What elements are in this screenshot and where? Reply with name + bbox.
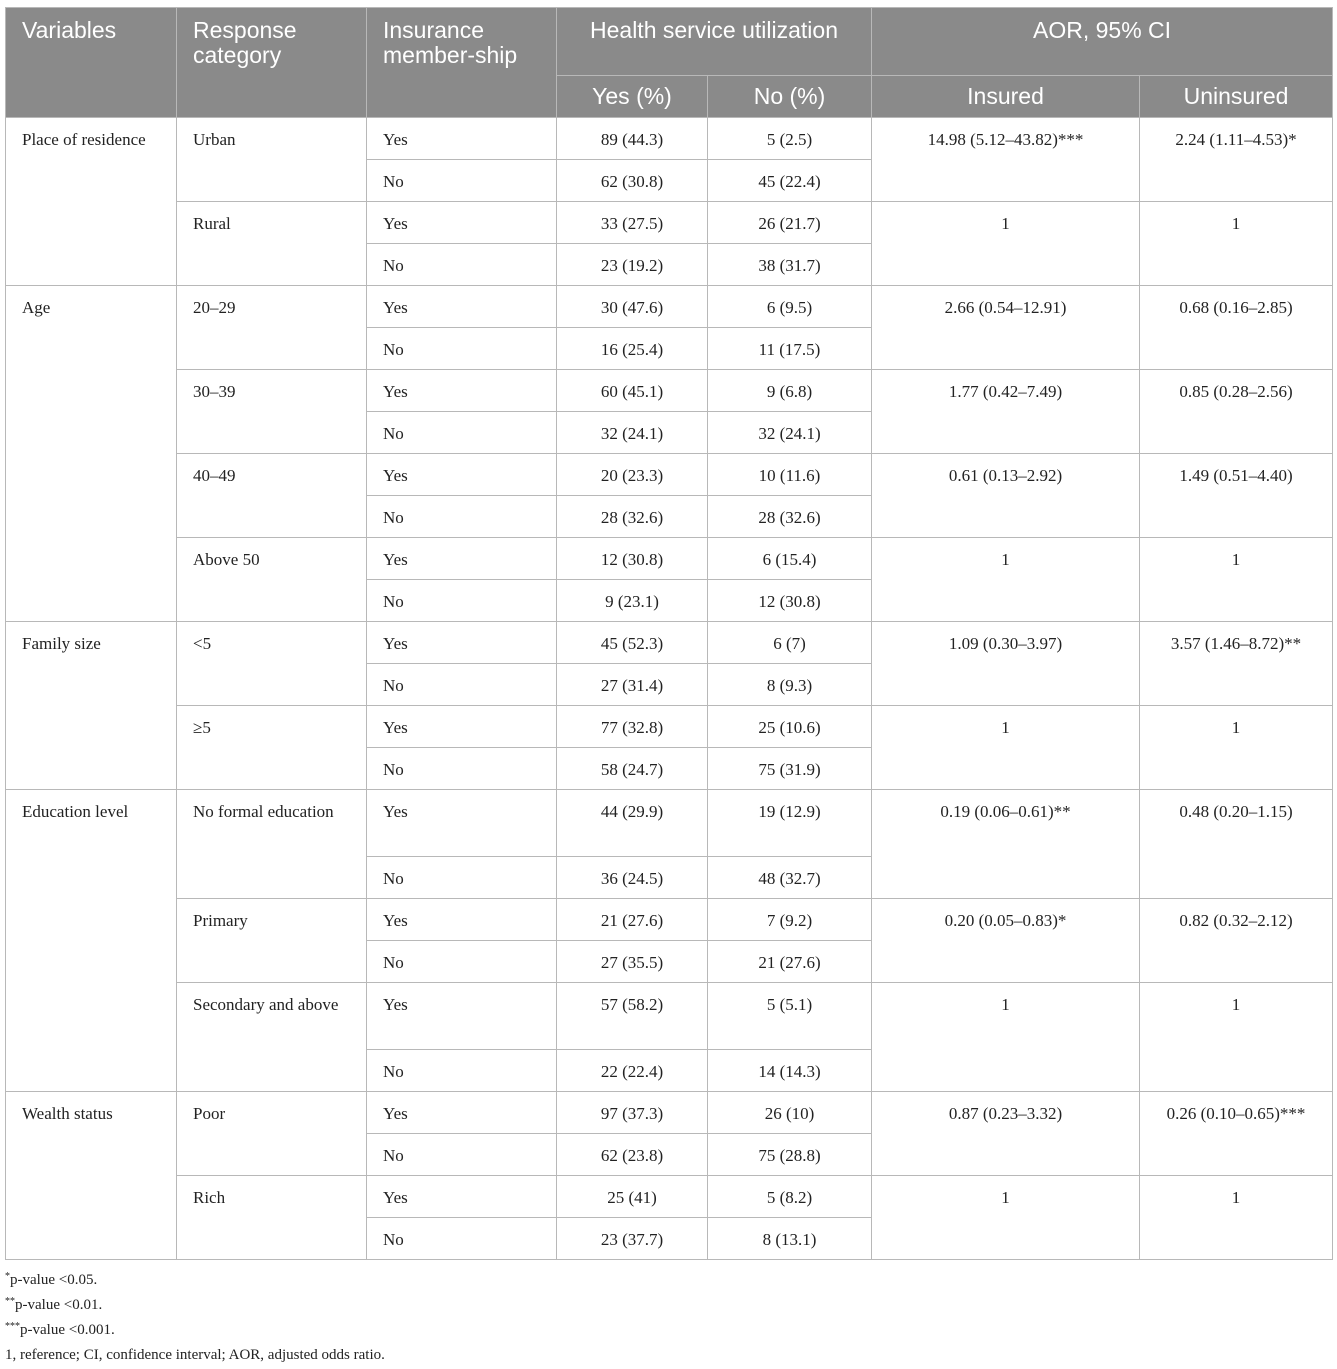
table-row <box>6 202 1333 244</box>
aor-uninsured-cell: 1 <box>1140 1176 1333 1260</box>
table-row <box>6 1092 1333 1134</box>
footnote <box>5 1293 385 1318</box>
membership-cell: Yes <box>367 538 557 580</box>
table-row <box>6 706 1333 748</box>
utilization-no-cell: 11 (17.5) <box>708 328 872 370</box>
footnote <box>5 1268 385 1293</box>
utilization-yes-cell: 22 (22.4) <box>557 1050 708 1092</box>
aor-uninsured-cell: 1 <box>1140 983 1333 1092</box>
table-row <box>6 118 1333 160</box>
utilization-no-cell: 19 (12.9) <box>708 790 872 857</box>
footnote <box>5 1343 385 1368</box>
variable-cell: Family size <box>6 622 177 790</box>
utilization-yes-cell: 33 (27.5) <box>557 202 708 244</box>
utilization-yes-cell: 44 (29.9) <box>557 790 708 857</box>
utilization-no-cell: 6 (7) <box>708 622 872 664</box>
utilization-yes-cell: 27 (35.5) <box>557 941 708 983</box>
header-uninsured: Uninsured <box>1140 76 1333 118</box>
utilization-no-cell: 10 (11.6) <box>708 454 872 496</box>
header-insurance-membership: Insurance member-ship <box>367 8 557 118</box>
table-body <box>6 118 1333 1260</box>
utilization-yes-cell: 27 (31.4) <box>557 664 708 706</box>
utilization-yes-cell: 20 (23.3) <box>557 454 708 496</box>
aor-uninsured-cell: 3.57 (1.46–8.72)** <box>1140 622 1333 706</box>
utilization-no-cell: 21 (27.6) <box>708 941 872 983</box>
membership-cell: Yes <box>367 1176 557 1218</box>
header-variables: Variables <box>6 8 177 118</box>
response-category-cell: Primary <box>177 899 367 983</box>
utilization-yes-cell: 89 (44.3) <box>557 118 708 160</box>
aor-insured-cell: 1 <box>872 983 1140 1092</box>
variable-cell: Place of residence <box>6 118 177 286</box>
utilization-yes-cell: 9 (23.1) <box>557 580 708 622</box>
utilization-yes-cell: 32 (24.1) <box>557 412 708 454</box>
variable-cell: Wealth status <box>6 1092 177 1260</box>
membership-cell: No <box>367 244 557 286</box>
utilization-yes-cell: 77 (32.8) <box>557 706 708 748</box>
utilization-no-cell: 38 (31.7) <box>708 244 872 286</box>
table-row <box>6 899 1333 941</box>
membership-cell: No <box>367 857 557 899</box>
footnote-text: 1, reference; CI, confidence interval; AOR, adjusted odds ratio. <box>5 1347 385 1363</box>
header-response-category: Response category <box>177 8 367 118</box>
membership-cell: No <box>367 1218 557 1260</box>
header-insured: Insured <box>872 76 1140 118</box>
membership-cell: No <box>367 160 557 202</box>
aor-uninsured-cell: 1 <box>1140 538 1333 622</box>
membership-cell: Yes <box>367 622 557 664</box>
utilization-yes-cell: 28 (32.6) <box>557 496 708 538</box>
table-row <box>6 286 1333 328</box>
aor-uninsured-cell: 0.82 (0.32–2.12) <box>1140 899 1333 983</box>
aor-insured-cell: 0.61 (0.13–2.92) <box>872 454 1140 538</box>
utilization-no-cell: 28 (32.6) <box>708 496 872 538</box>
utilization-yes-cell: 36 (24.5) <box>557 857 708 899</box>
table-row <box>6 370 1333 412</box>
utilization-yes-cell: 97 (37.3) <box>557 1092 708 1134</box>
header-aor-ci: AOR, 95% CI <box>872 8 1333 76</box>
utilization-no-cell: 9 (6.8) <box>708 370 872 412</box>
aor-uninsured-cell: 0.68 (0.16–2.85) <box>1140 286 1333 370</box>
utilization-no-cell: 8 (13.1) <box>708 1218 872 1260</box>
aor-uninsured-cell: 0.48 (0.20–1.15) <box>1140 790 1333 899</box>
utilization-no-cell: 8 (9.3) <box>708 664 872 706</box>
utilization-no-cell: 75 (28.8) <box>708 1134 872 1176</box>
table-row <box>6 622 1333 664</box>
variable-cell: Education level <box>6 790 177 1092</box>
aor-uninsured-cell: 2.24 (1.11–4.53)* <box>1140 118 1333 202</box>
membership-cell: Yes <box>367 202 557 244</box>
utilization-yes-cell: 58 (24.7) <box>557 748 708 790</box>
membership-cell: No <box>367 664 557 706</box>
footnote <box>5 1318 385 1343</box>
table-row <box>6 983 1333 1050</box>
aor-uninsured-cell: 0.26 (0.10–0.65)*** <box>1140 1092 1333 1176</box>
membership-cell: Yes <box>367 454 557 496</box>
response-category-cell: Rural <box>177 202 367 286</box>
utilization-no-cell: 25 (10.6) <box>708 706 872 748</box>
response-category-cell: Urban <box>177 118 367 202</box>
aor-insured-cell: 0.87 (0.23–3.32) <box>872 1092 1140 1176</box>
utilization-yes-cell: 60 (45.1) <box>557 370 708 412</box>
footnote-mark: *** <box>5 1321 20 1332</box>
utilization-no-cell: 32 (24.1) <box>708 412 872 454</box>
utilization-no-cell: 26 (10) <box>708 1092 872 1134</box>
response-category-cell: Secondary and above <box>177 983 367 1092</box>
utilization-yes-cell: 45 (52.3) <box>557 622 708 664</box>
aor-insured-cell: 1 <box>872 706 1140 790</box>
utilization-yes-cell: 16 (25.4) <box>557 328 708 370</box>
aor-uninsured-cell: 1 <box>1140 706 1333 790</box>
membership-cell: No <box>367 496 557 538</box>
membership-cell: Yes <box>367 790 557 857</box>
footnote-mark: * <box>5 1271 10 1282</box>
utilization-no-cell: 7 (9.2) <box>708 899 872 941</box>
membership-cell: Yes <box>367 983 557 1050</box>
footnotes <box>5 1268 385 1368</box>
aor-insured-cell: 1 <box>872 538 1140 622</box>
utilization-yes-cell: 23 (19.2) <box>557 244 708 286</box>
table-row <box>6 1176 1333 1218</box>
aor-uninsured-cell: 1 <box>1140 202 1333 286</box>
aor-insured-cell: 2.66 (0.54–12.91) <box>872 286 1140 370</box>
header-no-pct: No (%) <box>708 76 872 118</box>
utilization-no-cell: 6 (15.4) <box>708 538 872 580</box>
response-category-cell: ≥5 <box>177 706 367 790</box>
variable-cell: Age <box>6 286 177 622</box>
utilization-yes-cell: 23 (37.7) <box>557 1218 708 1260</box>
utilization-no-cell: 5 (5.1) <box>708 983 872 1050</box>
footnote-text: p-value <0.01. <box>15 1297 103 1313</box>
membership-cell: Yes <box>367 899 557 941</box>
membership-cell: No <box>367 1134 557 1176</box>
aor-insured-cell: 14.98 (5.12–43.82)*** <box>872 118 1140 202</box>
membership-cell: Yes <box>367 706 557 748</box>
data-table <box>5 7 1333 1260</box>
membership-cell: No <box>367 580 557 622</box>
membership-cell: Yes <box>367 118 557 160</box>
utilization-yes-cell: 62 (30.8) <box>557 160 708 202</box>
table-row <box>6 454 1333 496</box>
table-header <box>6 8 1333 118</box>
header-health-service-utilization: Health service utilization <box>557 8 872 76</box>
membership-cell: No <box>367 1050 557 1092</box>
response-category-cell: 20–29 <box>177 286 367 370</box>
response-category-cell: <5 <box>177 622 367 706</box>
footnote-text: p-value <0.05. <box>10 1272 98 1288</box>
utilization-yes-cell: 62 (23.8) <box>557 1134 708 1176</box>
aor-insured-cell: 1.77 (0.42–7.49) <box>872 370 1140 454</box>
membership-cell: Yes <box>367 1092 557 1134</box>
table-row <box>6 538 1333 580</box>
table-row <box>6 790 1333 857</box>
response-category-cell: 30–39 <box>177 370 367 454</box>
utilization-no-cell: 75 (31.9) <box>708 748 872 790</box>
footnote-text: p-value <0.001. <box>20 1322 115 1338</box>
membership-cell: No <box>367 328 557 370</box>
membership-cell: Yes <box>367 370 557 412</box>
footnote-mark: ** <box>5 1296 15 1307</box>
response-category-cell: Poor <box>177 1092 367 1176</box>
header-yes-pct: Yes (%) <box>557 76 708 118</box>
utilization-no-cell: 14 (14.3) <box>708 1050 872 1092</box>
utilization-no-cell: 26 (21.7) <box>708 202 872 244</box>
utilization-no-cell: 5 (2.5) <box>708 118 872 160</box>
membership-cell: No <box>367 412 557 454</box>
utilization-no-cell: 45 (22.4) <box>708 160 872 202</box>
aor-uninsured-cell: 1.49 (0.51–4.40) <box>1140 454 1333 538</box>
utilization-yes-cell: 12 (30.8) <box>557 538 708 580</box>
utilization-yes-cell: 30 (47.6) <box>557 286 708 328</box>
aor-insured-cell: 1 <box>872 202 1140 286</box>
aor-insured-cell: 1.09 (0.30–3.97) <box>872 622 1140 706</box>
aor-insured-cell: 0.19 (0.06–0.61)** <box>872 790 1140 899</box>
aor-insured-cell: 1 <box>872 1176 1140 1260</box>
aor-uninsured-cell: 0.85 (0.28–2.56) <box>1140 370 1333 454</box>
utilization-yes-cell: 57 (58.2) <box>557 983 708 1050</box>
utilization-no-cell: 12 (30.8) <box>708 580 872 622</box>
membership-cell: Yes <box>367 286 557 328</box>
response-category-cell: 40–49 <box>177 454 367 538</box>
membership-cell: No <box>367 941 557 983</box>
membership-cell: No <box>367 748 557 790</box>
utilization-no-cell: 48 (32.7) <box>708 857 872 899</box>
utilization-no-cell: 5 (8.2) <box>708 1176 872 1218</box>
aor-insured-cell: 0.20 (0.05–0.83)* <box>872 899 1140 983</box>
utilization-yes-cell: 21 (27.6) <box>557 899 708 941</box>
response-category-cell: Above 50 <box>177 538 367 622</box>
utilization-no-cell: 6 (9.5) <box>708 286 872 328</box>
utilization-yes-cell: 25 (41) <box>557 1176 708 1218</box>
response-category-cell: No formal education <box>177 790 367 899</box>
response-category-cell: Rich <box>177 1176 367 1260</box>
